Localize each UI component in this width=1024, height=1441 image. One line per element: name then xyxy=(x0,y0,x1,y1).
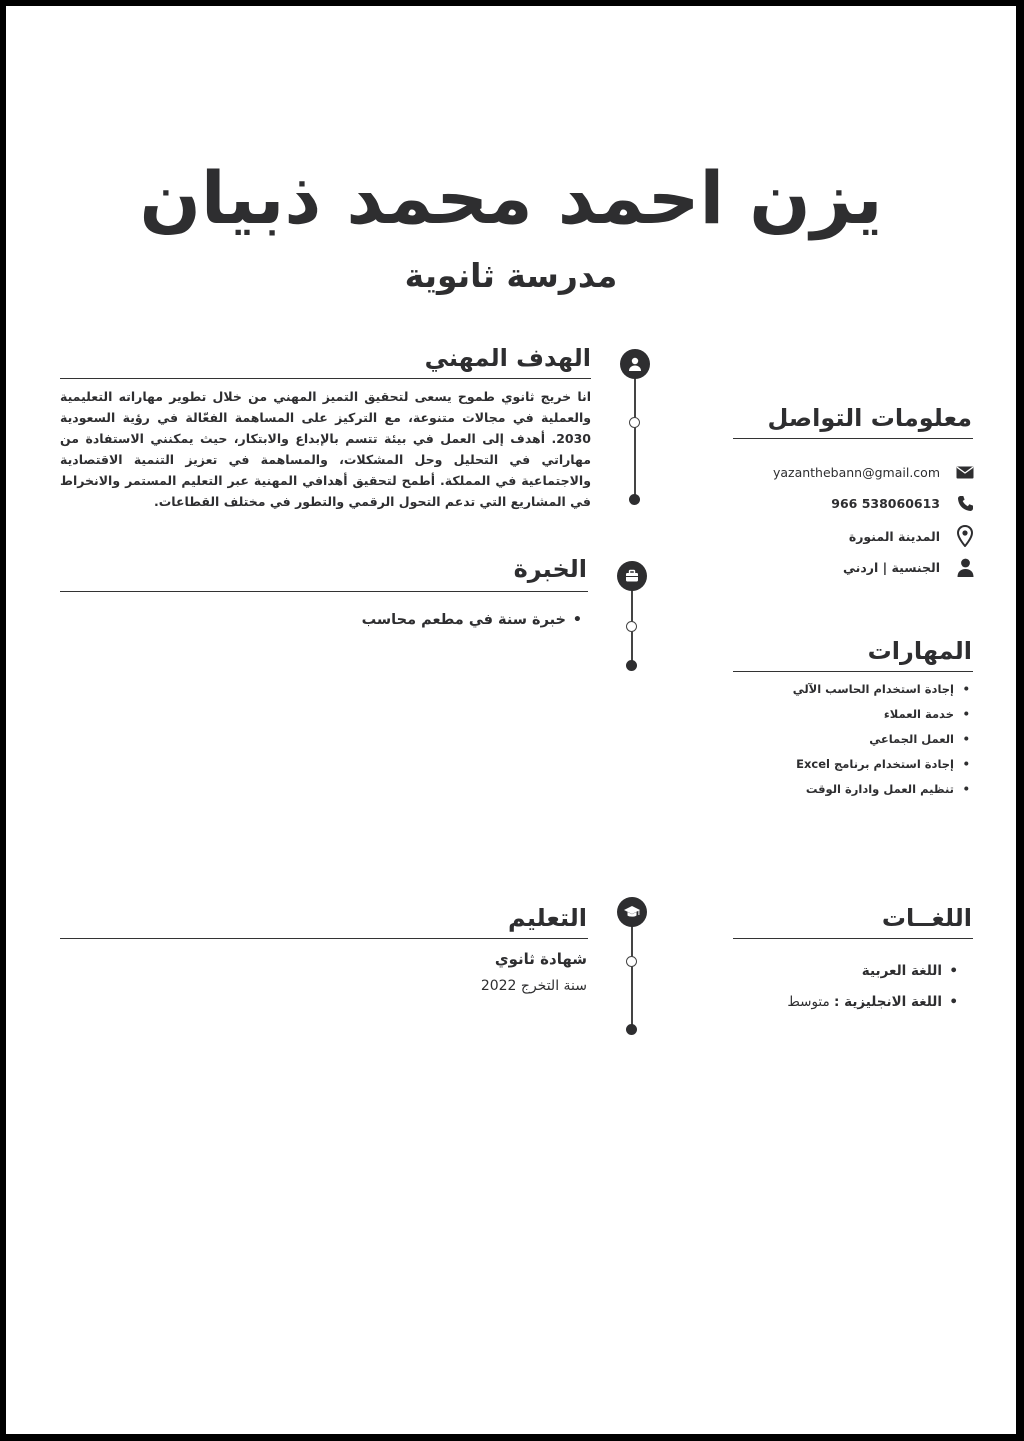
contact-rule xyxy=(733,438,973,439)
skills-heading: المهارات xyxy=(867,637,972,665)
experience-item: • خبرة سنة في مطعم محاسب xyxy=(362,612,566,628)
languages-rule xyxy=(733,938,973,939)
skill-item: • إجادة استخدام برنامج Excel xyxy=(793,752,954,777)
contact-phone[interactable]: 966 538060613 xyxy=(831,496,940,511)
skills-list xyxy=(793,677,954,802)
objective-text: انا خريج ثانوي طموح يسعى لتحقيق التميز المهني من خلال تطوير مهاراته التعليمية والعملية في مجالات متنوعة، مع التركيز على المساهمة الفعّالة في رؤية السعودية 2030. أهدف إلى العمل في بيئة تتسم بالإبداع والابتكار، حيث يمكنني الاستفادة من مهاراتي في التحليل وحل المشكلات، والمساهمة في تعزيز التنمية الاقتصادية والاجتماعية في المملكة. أطمح لتحقيق أهدافي المهنية عبر التعليم المستمر والانخراط في المشاريع التي تدعم التحول الرقمي والتطور في مختلف القطاعات. xyxy=(60,389,591,509)
location-pin-icon xyxy=(954,525,976,547)
skills-rule xyxy=(733,671,973,672)
objective-heading: الهدف المهني xyxy=(424,344,591,372)
objective-rule xyxy=(60,378,591,379)
contact-heading: معلومات التواصل xyxy=(767,404,972,432)
timeline-ring xyxy=(626,956,637,967)
language-name: اللغة العربية xyxy=(861,963,942,979)
timeline-end-dot xyxy=(629,494,640,505)
timeline-line xyxy=(634,366,636,500)
contact-nationality-row xyxy=(843,558,976,577)
resume-page xyxy=(6,6,1016,1434)
timeline-ring xyxy=(626,621,637,632)
contact-city: المدينة المنورة xyxy=(848,528,940,544)
timeline-ring xyxy=(629,417,640,428)
envelope-icon xyxy=(954,466,976,479)
contact-email-row xyxy=(773,465,976,480)
education-heading: التعليم xyxy=(508,904,587,932)
full-name: يزن احمد محمد ذبيان xyxy=(139,156,883,240)
briefcase-icon xyxy=(624,568,640,584)
skill-item: • خدمة العملاء xyxy=(793,702,954,727)
contact-email[interactable]: yazanthebann@gmail.com xyxy=(772,465,940,480)
timeline-line xyxy=(631,926,633,1030)
skill-item: • تنظيم العمل وادارة الوقت xyxy=(793,777,954,802)
language-item xyxy=(787,987,942,1018)
experience-rule xyxy=(60,591,588,592)
skill-item: • العمل الجماعي xyxy=(793,727,954,752)
language-level: متوسط xyxy=(787,994,835,1010)
experience-list xyxy=(362,612,566,628)
job-title: مدرسة ثانوية xyxy=(404,256,618,295)
language-item xyxy=(787,956,942,987)
education-rule xyxy=(60,938,588,939)
graduation-cap-icon xyxy=(623,904,641,920)
timeline-end-dot xyxy=(626,660,637,671)
experience-badge xyxy=(617,561,647,591)
languages-heading: اللغــات xyxy=(881,904,972,932)
languages-list xyxy=(787,956,942,1018)
timeline-end-dot xyxy=(626,1024,637,1035)
contact-nationality: الجنسية | اردني xyxy=(843,560,940,575)
person-icon xyxy=(954,558,976,577)
education-badge xyxy=(617,897,647,927)
experience-heading: الخبرة xyxy=(513,555,587,583)
language-name: اللغة الانجليزية : xyxy=(834,994,942,1010)
education-degree: شهادة ثانوي xyxy=(494,950,587,968)
person-icon xyxy=(627,356,643,372)
education-year: سنة التخرج 2022 xyxy=(480,978,587,994)
skill-item: • إجادة استخدام الحاسب الآلي xyxy=(793,677,954,702)
objective-badge xyxy=(620,349,650,379)
contact-city-row xyxy=(849,525,976,547)
phone-icon xyxy=(954,495,976,512)
contact-phone-row xyxy=(831,495,976,512)
